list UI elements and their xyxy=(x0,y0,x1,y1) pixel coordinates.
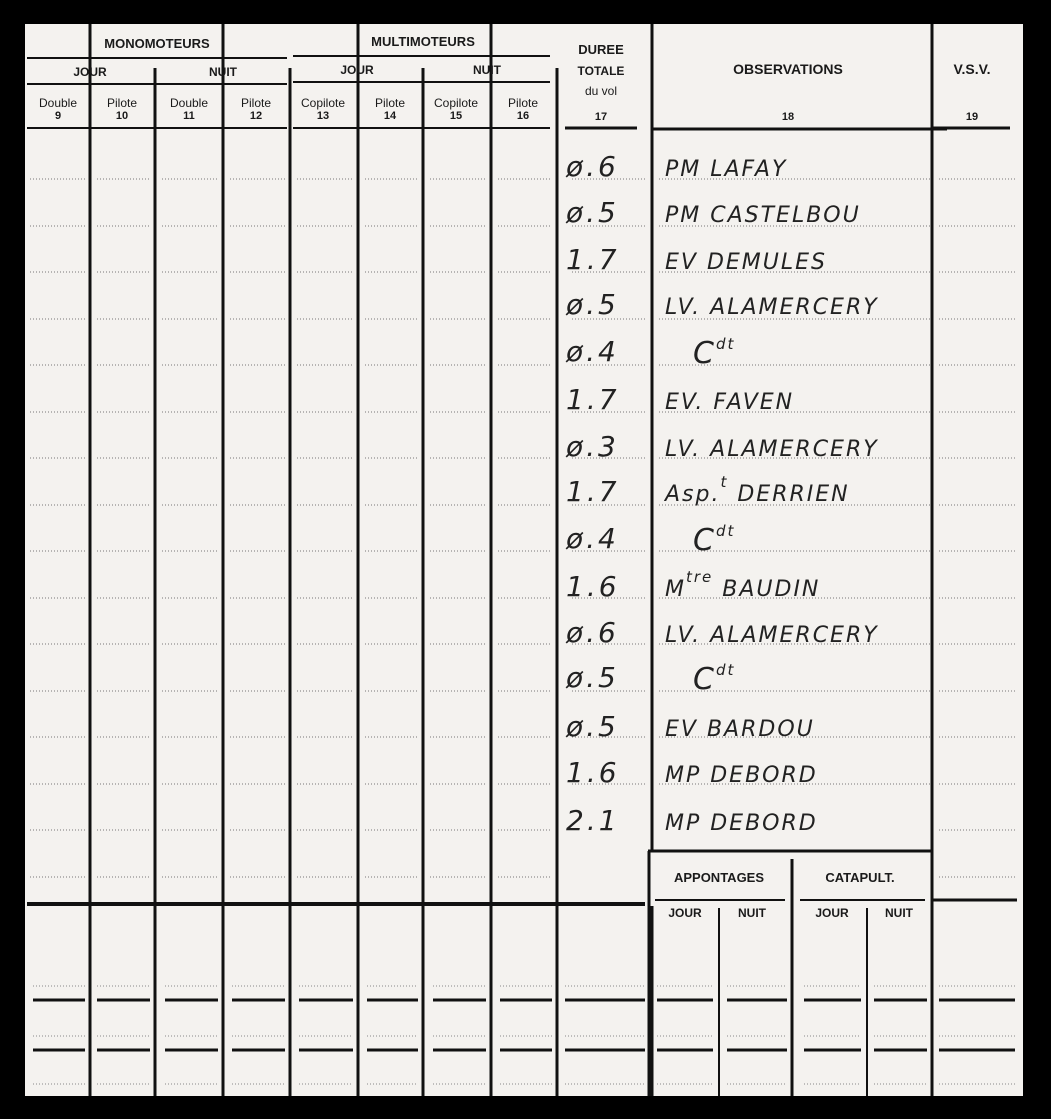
entry-observation: MP DEBORD xyxy=(665,763,818,788)
entry-observation-sup: tre xyxy=(685,568,714,586)
entry-observation-tail: BAUDIN xyxy=(713,577,821,602)
header-du-vol: du vol xyxy=(584,84,618,98)
column-header-label: Pilote xyxy=(106,96,138,110)
column-header-label: Double xyxy=(38,96,78,110)
entry-observation: LV. ALAMERCERY xyxy=(665,623,879,648)
column-header-label: Pilote xyxy=(507,96,539,110)
catapult-nuit: NUIT xyxy=(885,906,913,920)
column-header-num: 10 xyxy=(115,110,129,122)
logbook-grid xyxy=(25,24,1023,1096)
apontages-jour: JOUR xyxy=(668,906,702,920)
entry-observation: EV BARDOU xyxy=(665,717,815,742)
entry-duration: 1.6 xyxy=(566,756,620,789)
header-apontages: APPONTAGES xyxy=(673,870,765,885)
header-monomoteurs: MONOMOTEURS xyxy=(104,36,210,51)
entry-duration: ø.4 xyxy=(566,522,619,555)
column-header-num: 15 xyxy=(449,110,463,122)
entry-observation-sup: dt xyxy=(715,335,736,353)
flight-entries xyxy=(565,150,879,837)
entry-observation: $C^{dt}$ xyxy=(693,661,736,697)
entry-duration: 1.7 xyxy=(566,243,620,276)
entry-observation: PM CASTELBOU xyxy=(665,203,861,228)
header-num-17: 17 xyxy=(594,111,608,123)
entry-duration: 1.7 xyxy=(566,475,620,508)
entry-duration: 1.7 xyxy=(566,383,620,416)
entry-duration: 2.1 xyxy=(566,804,620,837)
header-multimoteurs: MULTIMOTEURS xyxy=(371,34,475,49)
entry-duration: ø.3 xyxy=(566,430,619,463)
column-header-num: 16 xyxy=(516,110,530,122)
entry-duration: ø.6 xyxy=(566,616,619,649)
entry-observation: $C^{dt}$ xyxy=(693,522,736,558)
row-dot-lines xyxy=(30,179,1015,877)
entry-observation: LV. ALAMERCERY xyxy=(665,295,879,320)
header-duree: DUREE xyxy=(578,42,624,57)
entry-duration: ø.5 xyxy=(566,710,619,743)
entry-observation: MP DEBORD xyxy=(665,811,818,836)
header-mono-nuit: NUIT xyxy=(209,65,237,79)
entry-observation: $M^{tre}$ BAUDIN xyxy=(665,568,821,602)
entry-observation-sup: t xyxy=(720,473,729,491)
header-totale: TOTALE xyxy=(577,64,625,78)
column-header-label: Copilote xyxy=(300,96,346,110)
header-multi-nuit: NUIT xyxy=(473,63,501,77)
header-num-18: 18 xyxy=(781,111,795,123)
entry-duration: ø.4 xyxy=(566,335,619,368)
entry-observation: PM LAFAY xyxy=(665,157,788,182)
apontages-catapult-box xyxy=(648,851,932,1096)
header-catapult: CATAPULT. xyxy=(825,870,895,885)
column-header-label: Pilote xyxy=(374,96,406,110)
column-dividers xyxy=(90,24,932,1096)
entry-duration: 1.6 xyxy=(566,570,620,603)
totals-rows xyxy=(27,900,1017,1084)
header-mono-jour: JOUR xyxy=(73,65,107,79)
header-multi-jour: JOUR xyxy=(340,63,374,77)
entry-observation: Asp.$^t$ DERRIEN xyxy=(665,473,850,507)
header-vsv: V.S.V. xyxy=(953,61,991,77)
apontages-nuit: NUIT xyxy=(738,906,766,920)
entry-observation: $C^{dt}$ xyxy=(693,335,736,371)
entry-observation-sup: dt xyxy=(715,522,736,540)
column-header-label: Pilote xyxy=(240,96,272,110)
catapult-jour: JOUR xyxy=(815,906,849,920)
column-header-label: Copilote xyxy=(433,96,479,110)
column-header-num: 9 xyxy=(54,110,62,122)
entry-observation: EV DEMULES xyxy=(665,250,827,275)
entry-observation-tail: DERRIEN xyxy=(728,482,850,507)
logbook-page xyxy=(25,24,1023,1096)
entry-duration: ø.5 xyxy=(566,661,619,694)
header-num-19: 19 xyxy=(965,111,979,123)
column-header-num: 13 xyxy=(316,110,330,122)
entry-observation-sup: dt xyxy=(715,661,736,679)
column-header-num: 11 xyxy=(183,110,195,122)
entry-duration: ø.5 xyxy=(566,196,619,229)
entry-observation: LV. ALAMERCERY xyxy=(665,437,879,462)
entry-duration: ø.6 xyxy=(566,150,619,183)
header-observations: OBSERVATIONS xyxy=(733,61,843,77)
entry-duration: ø.5 xyxy=(566,288,619,321)
column-header-num: 14 xyxy=(383,110,397,122)
entry-observation: EV. FAVEN xyxy=(665,390,795,415)
column-header-label: Double xyxy=(169,96,209,110)
column-header-num: 12 xyxy=(249,110,263,122)
